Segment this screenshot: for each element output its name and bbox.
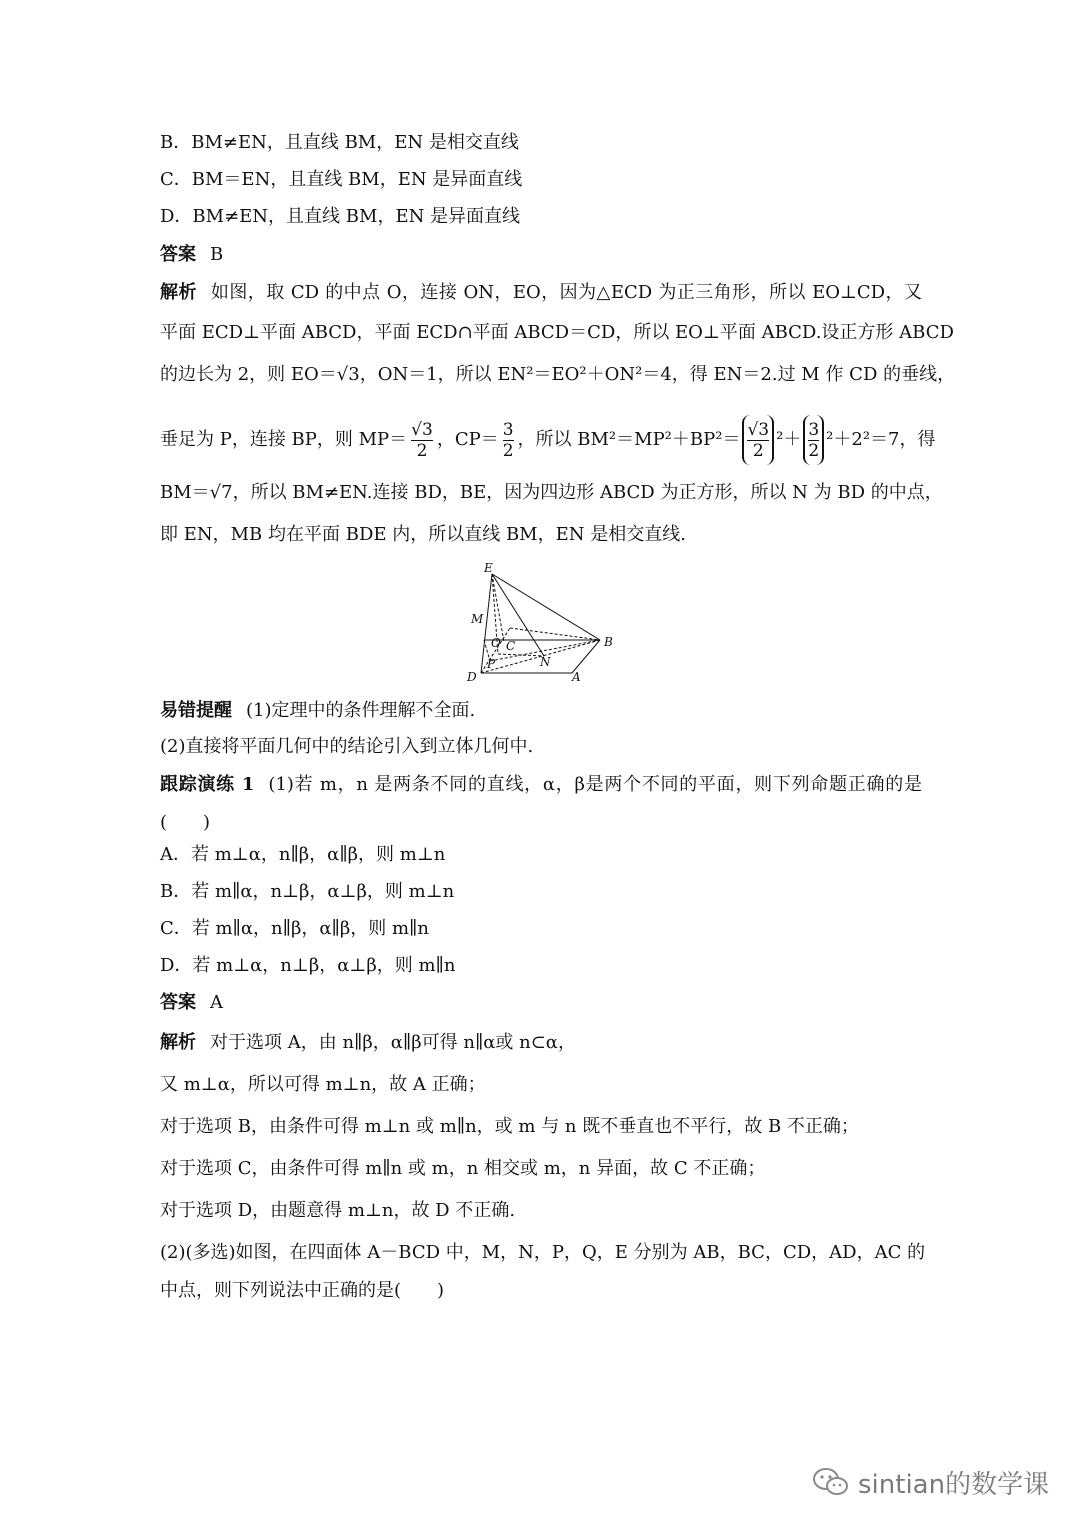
reminder-line-1: 易错提醒 (1)定理中的条件理解不全面. [160, 700, 476, 721]
analysis-line-5: BM＝√7，所以 BM≠EN.连接 BD，BE，因为四边形 ABCD 为正方形，所以 N 为 BD 的中点， [160, 482, 943, 503]
answer-value: B [210, 244, 224, 265]
option-d: D．BM≠EN，且直线 BM，EN 是异面直线 [160, 206, 521, 227]
label-b: B [604, 635, 613, 649]
practice-option-c: C．若 m∥α，n∥β，α∥β，则 m∥n [160, 918, 429, 939]
fraction-cp: $\frac{3}{2}$ [502, 419, 514, 461]
practice-line-1: 跟踪演练 1 (1)若 m，n 是两条不同的直线，α，β是两个不同的平面，则下列命题正确的是 [160, 774, 922, 795]
practice-option-b: B．若 m∥α，n⊥β，α⊥β，则 m⊥n [160, 881, 455, 902]
question2-line-2: 中点，则下列说法中正确的是( ) [160, 1280, 445, 1301]
analysis-line-3: 的边长为 2，则 EO＝√3，ON＝1，所以 EN²＝EO²＋ON²＝4，得 EN＝2.过 M 作 CD 的垂线， [160, 364, 956, 385]
option-c: C．BM＝EN，且直线 BM，EN 是异面直线 [160, 169, 523, 190]
edge-cb-dashed [510, 628, 600, 640]
label-a: A [572, 670, 581, 684]
label-p: P [487, 657, 496, 671]
practice-answer-blank: ( ) [160, 812, 211, 833]
label-d: D [467, 670, 477, 684]
analysis2-label: 解析 [160, 1032, 196, 1053]
question2-line-1: (2)(多选)如图，在四面体 A－BCD 中，M，N，P，Q，E 分别为 AB，BC，CD，AD，AC 的 [160, 1242, 926, 1263]
label-o: O [491, 636, 501, 650]
label-n: N [540, 655, 551, 669]
reminder-label: 易错提醒 [160, 700, 232, 721]
watermark-text: sintian的数学课 [858, 1469, 1050, 1500]
answer-label: 答案 [160, 244, 196, 265]
analysis2-line-1: 解析 对于选项 A，由 n∥β，α∥β可得 n∥α或 n⊂α， [160, 1032, 576, 1053]
analysis2-line-2: 又 m⊥α，所以可得 m⊥n，故 A 正确； [160, 1074, 486, 1095]
option-b: B．BM≠EN，且直线 BM，EN 是相交直线 [160, 132, 519, 153]
watermark [812, 1462, 1052, 1502]
label-e: E [484, 561, 493, 575]
analysis-line-6: 即 EN，MB 均在平面 BDE 内，所以直线 BM，EN 是相交直线. [160, 524, 686, 545]
analysis-line-2: 平面 ECD⊥平面 ABCD，平面 ECD∩平面 ABCD＝CD，所以 EO⊥平面 ABCD.设正方形 ABCD [160, 322, 954, 343]
paren-term-1: $\frac{√3}{2}$ [742, 415, 774, 465]
analysis2-line-3: 对于选项 B，由条件可得 m⊥n 或 m∥n，或 m 与 n 既不垂直也不平行，故 B 不正确； [160, 1116, 859, 1137]
answer2-label: 答案 [160, 992, 196, 1013]
analysis2-line-4: 对于选项 C，由条件可得 m∥n 或 m，n 相交或 m，n 异面，故 C 不正确； [160, 1158, 766, 1179]
practice-label: 跟踪演练 1 [160, 774, 255, 795]
analysis2-line-5: 对于选项 D，由题意得 m⊥n，故 D 不正确. [160, 1200, 516, 1221]
answer2-value: A [210, 992, 223, 1013]
pyramid-figure [460, 560, 620, 685]
analysis-label: 解析 [160, 282, 197, 303]
analysis-line-1: 解析 如图，取 CD 的中点 O，连接 ON，EO，因为△ECD 为正三角形，所以 EO⊥CD，又 [160, 282, 922, 303]
label-c: C [506, 639, 516, 653]
practice-option-d: D．若 m⊥α，n⊥β，α⊥β，则 m∥n [160, 955, 456, 976]
answer2-row [160, 990, 922, 1016]
analysis-line-4: 垂足为 P，连接 BP，则 MP＝ $\frac{√3}{2}$ ，CP＝ $\frac{3}{2}$ ，所以 BM²＝MP²＋BP²＝ $\frac{√3}{2}$ ²＋ $\frac{3}{2}$ ²＋2²＝7，得 [160, 412, 922, 468]
label-m: M [471, 612, 484, 626]
reminder-line-2: (2)直接将平面几何中的结论引入到立体几何中. [160, 736, 534, 757]
practice-option-a: A．若 m⊥α，n∥β，α∥β，则 m⊥n [160, 844, 446, 865]
fraction-mp: $\frac{√3}{2}$ [411, 419, 433, 461]
paren-term-2: $\frac{3}{2}$ [803, 415, 824, 465]
wechat-icon [812, 1467, 850, 1497]
answer-row [160, 242, 922, 268]
